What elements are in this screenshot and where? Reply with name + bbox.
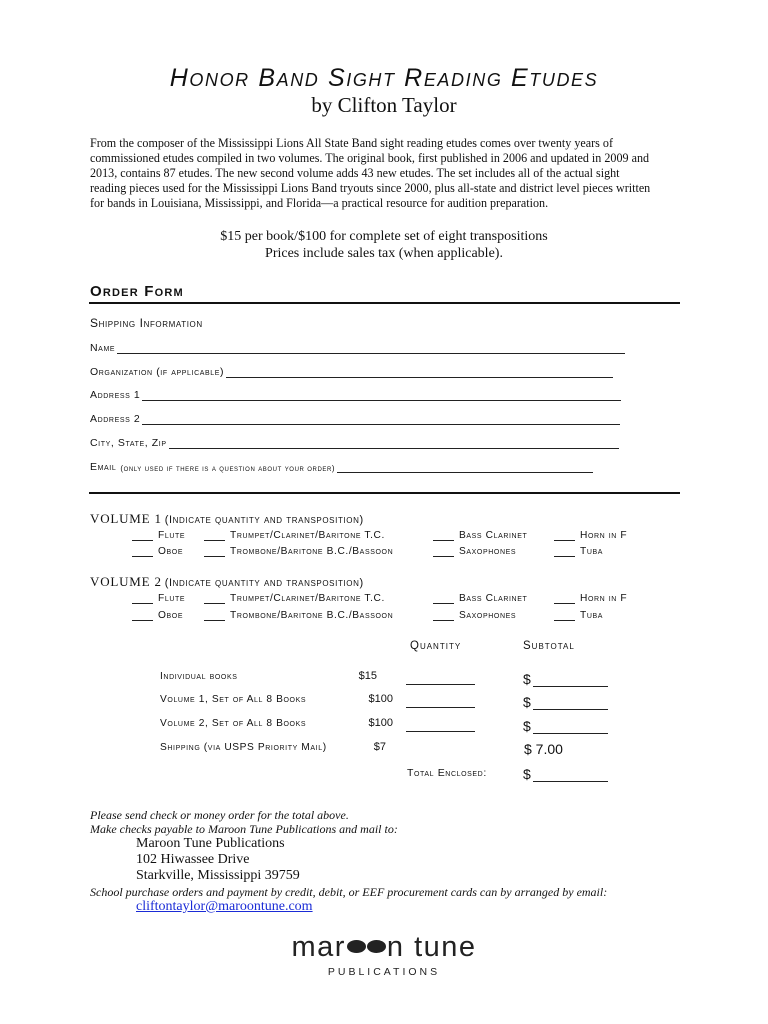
subtotal-input-line[interactable] — [533, 674, 608, 687]
name-field[interactable] — [90, 342, 625, 354]
quantity-blank[interactable] — [132, 594, 153, 604]
volume2-heading — [90, 574, 364, 590]
pricing-row-price: $7 — [373, 741, 386, 753]
field-label: City, State, Zip — [90, 437, 167, 449]
shipping-subtotal: $ 7.00 — [524, 741, 563, 757]
quantity-input-line[interactable] — [406, 707, 475, 708]
pricing-row-label: Shipping (via USPS Priority Mail) — [160, 742, 327, 753]
pricing-row-label: Volume 1, Set of All 8 Books — [160, 694, 307, 705]
pricing-row-label: Volume 2, Set of All 8 Books — [160, 718, 307, 729]
payment-instruction: Please send check or money order for the total above. — [90, 808, 349, 822]
option-label: Tuba — [580, 546, 604, 557]
option-label: Flute — [158, 593, 186, 604]
option-label: Trombone/Baritone B.C./Bassoon — [230, 546, 394, 557]
subtotal-value: $ — [523, 694, 531, 710]
page-title: Honor Band Sight Reading Etudes — [169, 64, 599, 92]
address1-input-line[interactable] — [142, 390, 621, 401]
name-input-line[interactable] — [117, 343, 625, 354]
v2-tuba-option[interactable] — [554, 610, 603, 621]
page-subtitle: by Clifton Taylor — [311, 93, 457, 117]
quantity-blank[interactable] — [132, 531, 153, 541]
option-label: Horn in F — [580, 530, 628, 541]
quantity-blank[interactable] — [554, 611, 575, 621]
school-payment-instruction: School purchase orders and payment by credit, debit, or EEF procurement cards can by arranged by email: — [90, 885, 608, 899]
double-o-icon — [347, 940, 386, 953]
payable-instruction: Make checks payable to Maroon Tune Publications and mail to: — [90, 822, 398, 836]
quantity-blank[interactable] — [433, 611, 454, 621]
v1-trombone-option[interactable] — [204, 546, 393, 557]
subtotal-value: $ — [523, 718, 531, 734]
total-prefix: $ — [523, 766, 531, 782]
address-line: Starkville, Mississippi 39759 — [136, 868, 300, 883]
pricing-row-price: $15 — [358, 670, 377, 682]
order-form-heading: Order Form — [90, 283, 184, 300]
quantity-blank[interactable] — [433, 594, 454, 604]
v2-trombone-option[interactable] — [204, 610, 393, 621]
v1-saxophones-option[interactable] — [433, 546, 516, 557]
volume-title: VOLUME 1 — [90, 511, 162, 526]
quantity-blank[interactable] — [204, 547, 225, 557]
volume-instruction: (Indicate quantity and transposition) — [164, 577, 364, 589]
subtotal-input-line[interactable] — [533, 721, 608, 734]
subtotal-input-line[interactable] — [533, 697, 608, 710]
field-label: Email — [90, 461, 117, 473]
option-label: Oboe — [158, 546, 184, 557]
divider — [89, 302, 680, 304]
quantity-blank[interactable] — [132, 611, 153, 621]
address-line: Maroon Tune Publications — [136, 836, 285, 851]
v2-horn-option[interactable] — [554, 593, 627, 604]
field-label: Name — [90, 342, 116, 354]
logo-subtitle: PUBLICATIONS — [327, 966, 441, 978]
intro-line: commissioned etudes compiled in two volumes. The original book, first published in 2006 and updated in 2009 and — [90, 151, 650, 166]
address2-field[interactable] — [90, 413, 620, 425]
field-label: Address 1 — [90, 389, 141, 401]
option-label: Flute — [158, 530, 186, 541]
subtotal-field[interactable] — [523, 694, 608, 710]
shipping-heading: Shipping Information — [90, 316, 203, 330]
intro-line: for bands in Louisiana, Mississippi, and Florida—a practical resource for audition preparation. — [90, 196, 549, 211]
city-state-zip-input-line[interactable] — [169, 438, 619, 449]
subtotal-header: Subtotal — [523, 640, 575, 652]
v2-flute-option[interactable] — [132, 593, 185, 604]
total-field[interactable] — [523, 766, 608, 782]
option-label: Bass Clarinet — [459, 530, 528, 541]
option-label: Saxophones — [459, 610, 517, 621]
v2-saxophones-option[interactable] — [433, 610, 516, 621]
divider — [89, 492, 680, 494]
subtotal-field[interactable] — [523, 671, 608, 687]
address2-input-line[interactable] — [142, 414, 620, 425]
quantity-blank[interactable] — [433, 547, 454, 557]
address-line: 102 Hiwassee Drive — [136, 852, 250, 867]
logo-text-prefix: mar — [291, 931, 346, 963]
intro-line: 2013, contains 87 etudes. The new second volume adds 43 new etudes. The set includes all of the actual sight — [90, 166, 620, 181]
total-input-line[interactable] — [533, 769, 608, 782]
maroon-tune-logo — [0, 931, 768, 964]
pricing-row-price: $100 — [368, 717, 393, 729]
price-line: $15 per book/$100 for complete set of eight transpositions — [220, 229, 548, 244]
quantity-blank[interactable] — [204, 611, 225, 621]
email-input-line[interactable] — [337, 462, 593, 473]
quantity-input-line[interactable] — [406, 731, 475, 732]
option-label: Trombone/Baritone B.C./Bassoon — [230, 610, 394, 621]
volume-title: VOLUME 2 — [90, 574, 162, 589]
quantity-blank[interactable] — [132, 547, 153, 557]
subtotal-value: $ — [523, 671, 531, 687]
organization-field[interactable] — [90, 366, 613, 378]
v1-bass-clarinet-option[interactable] — [433, 530, 527, 541]
city-state-zip-field[interactable] — [90, 437, 619, 449]
v1-flute-option[interactable] — [132, 530, 185, 541]
option-label: Trumpet/Clarinet/Baritone T.C. — [230, 530, 385, 541]
v2-oboe-option[interactable] — [132, 610, 183, 621]
address1-field[interactable] — [90, 389, 621, 401]
field-label: Organization (if applicable) — [90, 366, 225, 378]
option-label: Tuba — [580, 610, 604, 621]
option-label: Trumpet/Clarinet/Baritone T.C. — [230, 593, 385, 604]
quantity-blank[interactable] — [554, 594, 575, 604]
field-label: Address 2 — [90, 413, 141, 425]
pricing-row-price: $100 — [368, 693, 393, 705]
v2-bass-clarinet-option[interactable] — [433, 593, 527, 604]
volume1-heading — [90, 511, 364, 527]
intro-line: From the composer of the Mississippi Lions All State Band sight reading etudes comes over twenty years of — [90, 136, 613, 150]
volume-instruction: (Indicate quantity and transposition) — [164, 514, 364, 526]
quantity-blank[interactable] — [204, 594, 225, 604]
option-label: Oboe — [158, 610, 184, 621]
logo-text-suffix: n tune — [386, 931, 477, 963]
quantity-blank[interactable] — [204, 531, 225, 541]
v2-trumpet-option[interactable] — [204, 593, 385, 604]
organization-input-line[interactable] — [226, 367, 613, 378]
v1-trumpet-option[interactable] — [204, 530, 385, 541]
v1-horn-option[interactable] — [554, 530, 627, 541]
option-label: Horn in F — [580, 593, 628, 604]
total-label: Total Enclosed: — [407, 767, 487, 779]
subtotal-field[interactable] — [523, 718, 608, 734]
field-note: (only used if there is a question about your order) — [120, 464, 336, 473]
quantity-input-line[interactable] — [406, 684, 475, 685]
quantity-blank[interactable] — [433, 531, 454, 541]
intro-paragraph — [90, 136, 680, 211]
quantity-blank[interactable] — [554, 531, 575, 541]
email-link[interactable]: cliftontaylor@maroontune.com — [136, 899, 313, 914]
email-field[interactable] — [90, 461, 593, 473]
v1-tuba-option[interactable] — [554, 546, 603, 557]
quantity-blank[interactable] — [554, 547, 575, 557]
intro-line: reading pieces used for the Mississippi Lions Band tryouts since 2000, plus all-state and district level pieces written — [90, 181, 651, 196]
option-label: Bass Clarinet — [459, 593, 528, 604]
option-label: Saxophones — [459, 546, 517, 557]
v1-oboe-option[interactable] — [132, 546, 183, 557]
pricing-row-label: Individual books — [160, 671, 238, 682]
quantity-header: Quantity — [410, 640, 462, 652]
tax-line: Prices include sales tax (when applicable). — [265, 246, 503, 261]
